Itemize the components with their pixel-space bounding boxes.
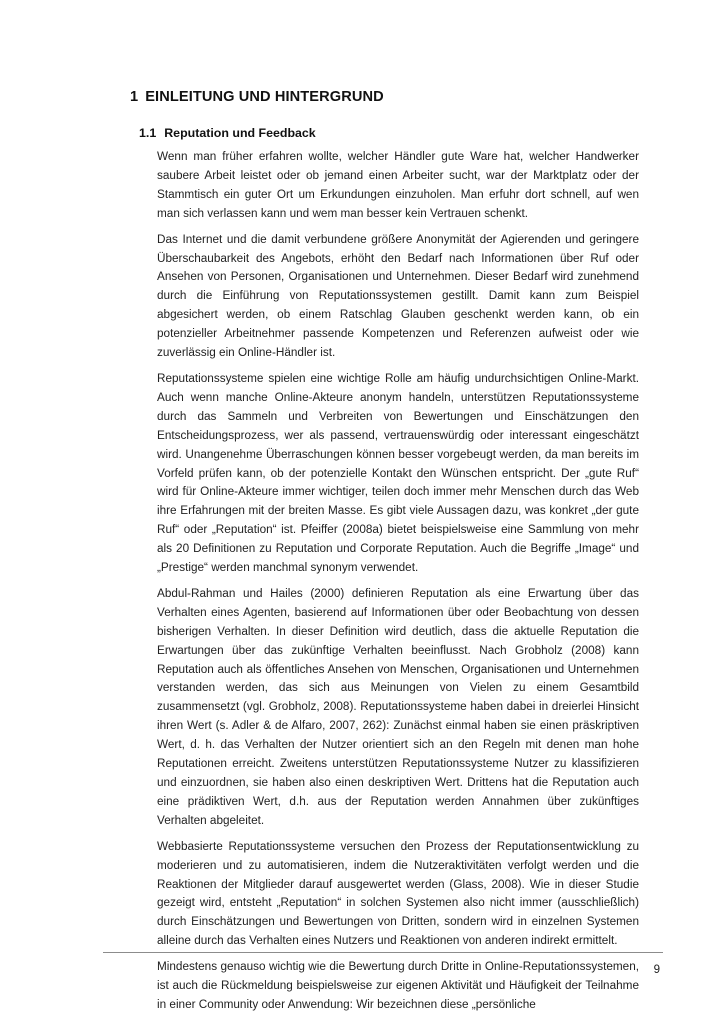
chapter-heading — [130, 89, 384, 105]
chapter-number: 1 — [130, 89, 139, 105]
paragraph-5: Webbasierte Reputationssysteme versuchen den Prozess der Reputationsentwicklung zu moderieren und zu automatisieren, indem die Nutzeraktivitäten verfolgt werden und die Reaktionen der Mitglieder darauf ausgewertet werden (Glass, 2008). Wie in dieser Studie gezeigt wird, entsteht „Reputation“ in solchen Systemen also nicht immer (ausschließlich) durch Einschätzungen und Bewertungen von Dritten, sondern wird in einzelnen Systemen alleine durch das Verhalten eines Nutzers und Reaktionen von anderen indirekt ermittelt. — [157, 839, 639, 948]
paragraph-1: Wenn man früher erfahren wollte, welcher Händler gute Ware hat, welcher Handwerker saubere Arbeit leistet oder ob jemand einen Arbeiter sucht, war der Marktplatz oder der Stammtisch ein guter Ort um Erkundungen einzuholen. Man erfuhr dort schnell, auf wen man sich verlassen kann und wem man besser kein Vertrauen schenkt. — [157, 150, 639, 220]
page-number: 9 — [653, 964, 660, 976]
footer-divider — [103, 952, 663, 953]
section-number: 1.1 — [139, 126, 157, 140]
section-title: Reputation und Feedback — [164, 126, 316, 140]
section-heading — [139, 126, 316, 140]
paragraph-6: Mindestens genauso wichtig wie die Bewertung durch Dritte in Online-Reputationssystemen, ist auch die Rückmeldung beispielsweise zur eigenen Aktivität und Häufigkeit der Teilnahme in einer Community oder Anwendung: Wir bezeichnen diese „persönliche — [157, 960, 639, 1011]
body-text — [157, 148, 639, 1022]
chapter-title: EINLEITUNG UND HINTERGRUND — [145, 89, 384, 105]
paragraph-3: Reputationssysteme spielen eine wichtige Rolle am häufig undurchsichtigen Online-Markt. Auch wenn manche Online-Akteure anonym handeln, unterstützen Reputationssysteme durch das Sammeln und Verbreiten von Bewertungen und Einschätzungen den Entscheidungsprozess, wer als passend, vertrauenswürdig oder interessant eingeschätzt wird. Unangenehme Überraschungen können besser vorgebeugt werden, da man bereits im Vorfeld prüfen kann, ob der potenzielle Kontakt den Wünschen entspricht. Der „gute Ruf“ wird für Online-Akteure immer wichtiger, teilen doch immer mehr Menschen durch das Web ihre Erfahrungen mit der breiten Masse. Es gibt viele Aussagen dazu, was konkret „der gute Ruf“ oder „Reputation“ ist. Pfeiffer (2008a) bietet beispielsweise eine Sammlung von mehr als 20 Definitionen zu Reputation und Corporate Reputation. Auch die Begriffe „Image“ und „Prestige“ werden manchmal synonym verwendet. — [157, 371, 639, 575]
paragraph-4: Abdul-Rahman und Hailes (2000) definieren Reputation als eine Erwartung über das Verhalten eines Agenten, basierend auf Informationen über oder Beobachtung von dessen bisherigen Verhalten. In dieser Definition wird deutlich, dass die aktuelle Reputation die Erwartungen über das zukünftige Verhalten beeinflusst. Nach Grobholz (2008) kann Reputation auch als öffentliches Ansehen von Menschen, Organisationen und Unternehmen verstanden werden, das sich aus Meinungen von Vielen zu einem Gesamtbild zusammensetzt (vgl. Grobholz, 2008). Reputationssysteme haben dabei in dreierlei Hinsicht ihren Wert (s. Adler & de Alfaro, 2007, 262): Zunächst einmal haben sie einen präskriptiven Wert, d. h. das Verhalten der Nutzer orientiert sich an den Regeln mit denen man hohe Reputationen erreicht. Zweitens unterstützen Reputationssysteme Nutzer zu klassifizieren und einzuordnen, sie haben also einen deskriptiven Wert. Drittens hat die Reputation auch eine prädiktiven Wert, d.h. aus der Reputation werden Annahmen über zukünftiges Verhalten abgeleitet. — [157, 586, 639, 827]
paragraph-2: Das Internet und die damit verbundene größere Anonymität der Agierenden und geringere Überschaubarkeit des Angebots, erhöht den Bedarf nach Informationen über Ruf oder Ansehen von Personen, Organisationen und Unternehmen. Dieser Bedarf wird zunehmend durch die Einführung von Reputationssystemen gestillt. Damit kann zum Beispiel abgesichert werden, ob einem Ratschlag Glauben geschenkt werden kann, ob ein potenzieller Arbeitnehmer passende Kompetenzen und Referenzen aufweist oder wie zuverlässig ein Online-Händler ist. — [157, 232, 639, 360]
